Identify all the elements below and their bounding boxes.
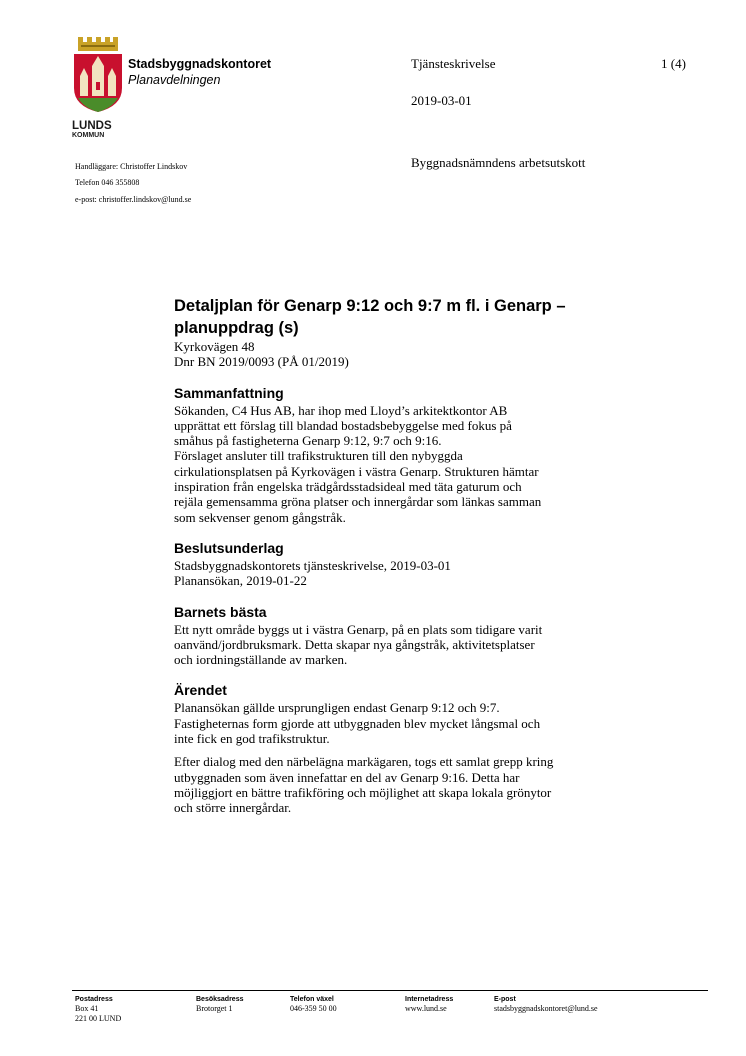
- child-best-line: oanvänd/jordbruksmark. Detta skapar nya gångstråk, aktivitetsplatser: [174, 636, 535, 652]
- summary-line: upprättat ett förslag till blandad bostadsbebyggelse med fokus på: [174, 417, 512, 433]
- section-heading-matter: Ärendet: [174, 682, 227, 699]
- footer-postal-line-2: 221 00 LUND: [75, 1014, 122, 1023]
- coat-of-arms-icon: [72, 36, 124, 138]
- footer-phone: [290, 995, 337, 1014]
- footer-phone-label: Telefon växel: [290, 996, 334, 1003]
- matter-line: Fastigheternas form gjorde att utbyggnaden blev mycket långsmal och: [174, 715, 541, 731]
- document-body: [174, 295, 644, 816]
- footer-postal-line-1: Box 41: [75, 1004, 99, 1013]
- handler-name: Handläggare: Christoffer Lindskov: [75, 162, 188, 171]
- matter-line: möjliggjort en bättre trafikföring och möjlighet att skapa lokala grönytor: [174, 784, 552, 800]
- matter-line: Efter dialog med den närbelägna markägaren, togs ett samlat grepp kring: [174, 754, 554, 770]
- summary-line: cirkulationsplatsen på Kyrkovägen i västra Genarp. Strukturen hämtar: [174, 463, 539, 479]
- org-name: Stadsbyggnadskontoret: [128, 57, 272, 71]
- title-line-2: planuppdrag (s): [174, 319, 299, 337]
- handler-email: e-post: christoffer.lindskov@lund.se: [75, 195, 192, 204]
- footer-visit-label: Besöksadress: [196, 996, 244, 1003]
- matter-line: och större innergårdar.: [174, 800, 292, 816]
- footer-phone-value: 046-359 50 00: [290, 1004, 337, 1013]
- matter-line: inte fick en god trafikstruktur.: [174, 731, 330, 747]
- footer-web: [405, 995, 453, 1014]
- summary-line: inspiration från engelska trädgårdsstadsideal med täta gaturum och: [174, 479, 522, 495]
- recipient: Byggnadsnämndens arbetsutskott: [411, 155, 586, 170]
- summary-line: rejäla gemensamma gröna platser och innergårdar som länkas samman: [174, 494, 542, 510]
- case-number: Dnr BN 2019/0093 (PÅ 01/2019): [174, 354, 349, 370]
- org-department: Planavdelningen: [128, 73, 221, 87]
- footer-email-link[interactable]: stadsbyggnadskontoret@lund.se: [494, 1004, 598, 1013]
- section-heading-summary: Sammanfattning: [174, 384, 284, 401]
- footer-postal-label: Postadress: [75, 996, 113, 1003]
- document-type: Tjänsteskrivelse: [411, 56, 496, 71]
- summary-line: som sekvenser genom gångstråk.: [174, 509, 346, 525]
- footer-postal: [75, 995, 121, 1024]
- decision-basis-line: Stadsbyggnadskontorets tjänsteskrivelse, 2019-03-01: [174, 557, 451, 573]
- footer-web-label: Internetadress: [405, 996, 454, 1003]
- summary-line: Sökanden, C4 Hus AB, har ihop med Lloyd’s arkitektkontor AB: [174, 402, 508, 418]
- section-heading-decision-basis: Beslutsunderlag: [174, 539, 284, 556]
- child-best-line: och iordningställande av marken.: [174, 652, 348, 668]
- child-best-line: Ett nytt område byggs ut i västra Genarp, på en plats som tidigare varit: [174, 621, 543, 637]
- summary-line: småhus på fastigheterna Genarp 9:12, 9:7 och 9:16.: [174, 433, 442, 449]
- logo-text-lunds: LUNDS: [72, 120, 112, 132]
- matter-line: utbyggnaden som även innefattar en del av Genarp 9:16. Detta har: [174, 769, 520, 785]
- footer-divider: [72, 990, 708, 991]
- document-date: 2019-03-01: [411, 93, 472, 108]
- section-heading-child-best: Barnets bästa: [174, 603, 267, 620]
- page-number: 1 (4): [661, 56, 686, 71]
- logo-text-kommun: KOMMUN: [72, 132, 105, 138]
- footer-email: [494, 995, 598, 1014]
- footer-email-label: E-post: [494, 996, 516, 1003]
- decision-basis-line: Planansökan, 2019-01-22: [174, 573, 307, 589]
- lund-coat-of-arms-logo: [72, 36, 124, 138]
- handler-phone: Telefon 046 355808: [75, 178, 140, 187]
- title-line-1: Detaljplan för Genarp 9:12 och 9:7 m fl. i Genarp –: [174, 297, 566, 315]
- footer-visit: [196, 995, 243, 1014]
- property-address: Kyrkovägen 48: [174, 339, 255, 354]
- footer-visit-value: Brotorget 1: [196, 1004, 233, 1013]
- summary-line: Förslaget ansluter till trafikstrukturen till den nybyggda: [174, 448, 463, 464]
- matter-line: Planansökan gällde ursprungligen endast Genarp 9:12 och 9:7.: [174, 700, 500, 716]
- page-title: [174, 295, 644, 339]
- footer-web-link[interactable]: www.lund.se: [405, 1004, 447, 1013]
